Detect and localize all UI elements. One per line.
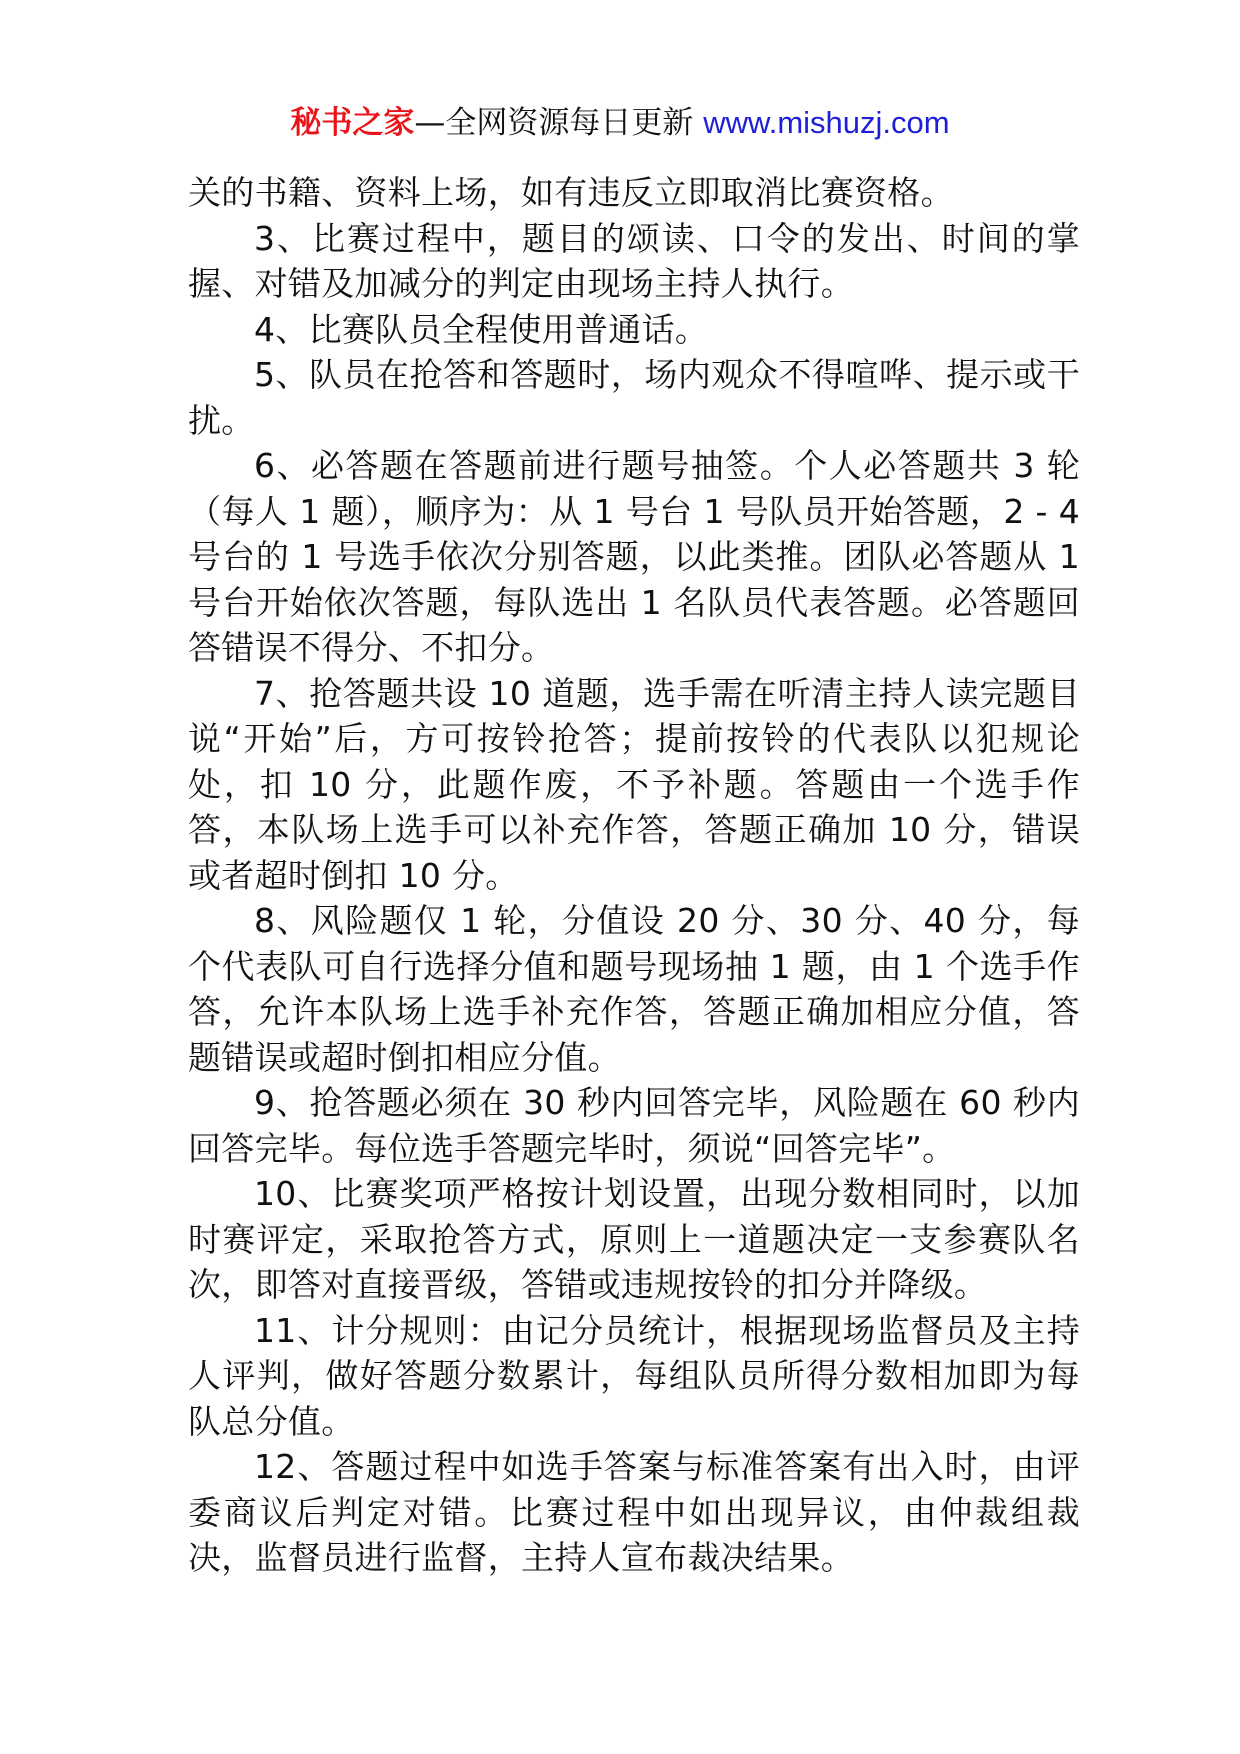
brand-name: 秘书之家 [290,105,415,141]
header-slogan: —全网资源每日更新 [414,105,694,141]
rule-item-12: 12、答题过程中如选手答案与标准答案有出入时，由评委商议后判定对错。比赛过程中如出现异议，由仲裁组裁决，监督员进行监督，主持人宣布裁决结果。 [188,1447,1080,1577]
rule-item-6: 6、必答题在答题前进行题号抽签。个人必答题共 3 轮（每人 1 题），顺序为：从 1 号台 1 号队员开始答题，2 - 4 号台的 1 号选手依次分别答题，以此类推。团队必答题从 1 号台开始依次答题，每队选出 1 名队员代表答题。必答题回答错误不得分、不扣分。 [188,446,1080,667]
rule-item-9: 9、抢答题必须在 30 秒内回答完毕，风险题在 60 秒内回答完毕。每位选手答题完毕时，须说“回答完毕”。 [188,1083,1080,1168]
site-header [0,103,1240,143]
rule-item-4: 4、比赛队员全程使用普通话。 [254,309,709,349]
rule-item-11: 11、计分规则：由记分员统计，根据现场监督员及主持人评判，做好答题分数累计，每组队员所得分数相加即为每队总分值。 [188,1310,1080,1441]
rule-item-5: 5、队员在抢答和答题时，场内观众不得喧哗、提示或干扰。 [188,355,1080,440]
rule-item-8: 8、风险题仅 1 轮，分值设 20 分、30 分、40 分，每个代表队可自行选择分值和题号现场抽 1 题，由 1 个选手作答，允许本队场上选手补充作答，答题正确加相应分值，答题错误或超时倒扣相应分值。 [188,901,1080,1077]
rule-item-3: 3、比赛过程中，题目的颂读、口令的发出、时间的掌握、对错及加减分的判定由现场主持人执行。 [188,218,1080,303]
rule-item-7: 7、抢答题共设 10 道题，选手需在听清主持人读完题目说“开始”后，方可按铃抢答；提前按铃的代表队以犯规论处，扣 10 分，此题作废，不予补题。答题由一个选手作答，本队场上选手可以补充作答，答题正确加 10 分，错误或者超时倒扣 10 分。 [188,673,1080,895]
rule-item-10: 10、比赛奖项严格按计划设置，出现分数相同时，以加时赛评定，采取抢答方式，原则上一道题决定一支参赛队名次，即答对直接晋级，答错或违规按铃的扣分并降级。 [188,1174,1080,1304]
document-body [188,170,1080,1581]
site-url-link[interactable]: www.mishuzj.com [703,105,950,140]
paragraph-continuation: 关的书籍、资料上场，如有违反立即取消比赛资格。 [188,173,954,212]
